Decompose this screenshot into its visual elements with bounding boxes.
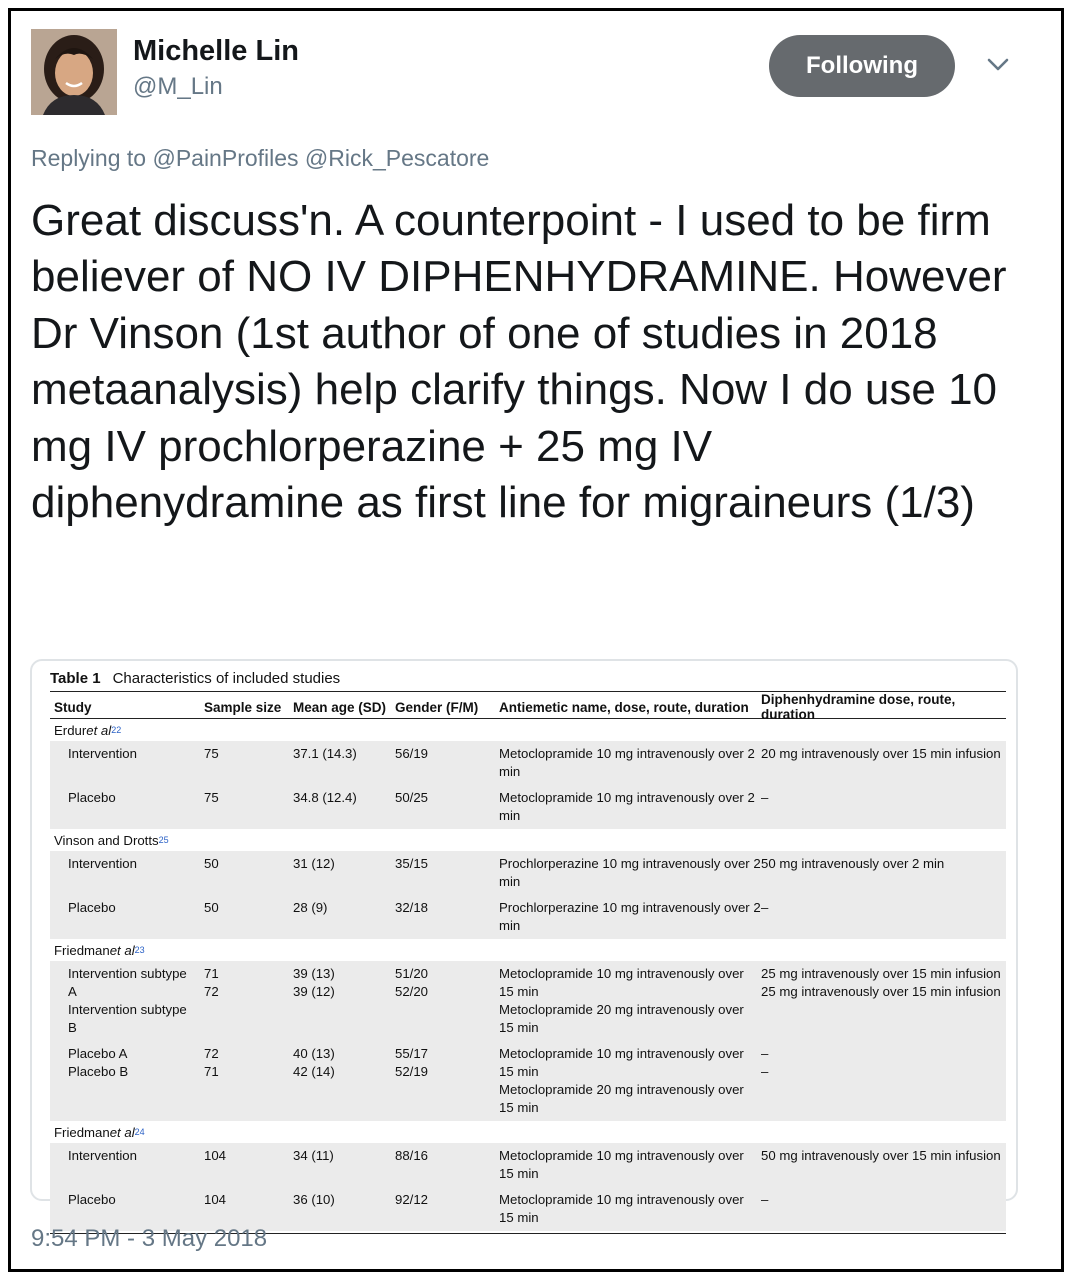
table-cell: 72 71 (204, 1046, 219, 1079)
table-cell: Intervention (68, 1148, 137, 1163)
table-cell: 39 (13) 39 (12) (293, 966, 335, 999)
reference-link: 25 (158, 835, 169, 845)
table-cell: 34.8 (12.4) (293, 790, 357, 805)
user-handle[interactable]: @M_Lin (133, 73, 223, 100)
table-cell: 56/19 (395, 746, 429, 761)
table-cell: 36 (10) (293, 1192, 335, 1207)
table-cell: Metoclopramide 10 mg intravenously over 15 min Metoclopramide 20 mg intravenously over 15 min (499, 1046, 744, 1115)
table-cell: 71 72 (204, 966, 219, 999)
table-cell: Intervention (68, 746, 137, 761)
table-cell: 34 (11) (293, 1148, 334, 1163)
table-cell: 28 (9) (293, 900, 328, 915)
table-cell: 31 (12) (293, 856, 335, 871)
replying-prefix: Replying to (31, 145, 147, 171)
study-characteristics-table (50, 665, 1006, 1234)
table-cell: 50 mg intravenously over 2 min (761, 856, 945, 871)
table-cell: – (761, 1192, 769, 1207)
table-cell: Metoclopramide 10 mg intravenously over 15 min (499, 1192, 744, 1225)
reference-link: 22 (111, 725, 122, 735)
replying-to (31, 145, 489, 172)
tweet-text: Great discuss'n. A counterpoint - I used to be firm believer of NO IV DIPHENHYDRAMINE. However Dr Vinson (1st author of one of studies in 2018 metaanalysis) help clarify things. Now I do use 10 mg IV prochlorperazine + 25 mg IV diphenydramine as first line for migraineurs (1/3) (31, 196, 1007, 528)
table-row (50, 741, 1006, 785)
table-row (50, 851, 1006, 895)
table-cell: Metoclopramide 10 mg intravenously over 2 min (499, 746, 755, 779)
table-cell: Metoclopramide 10 mg intravenously over 2 min (499, 790, 755, 823)
attached-image[interactable] (30, 659, 1018, 1225)
table-cell: 88/16 (395, 1148, 429, 1163)
chevron-down-icon[interactable] (983, 53, 1013, 77)
table-row (50, 1143, 1006, 1187)
table-header-cell: Gender (F/M) (395, 699, 479, 715)
table-cell: 50 mg intravenously over 15 min infusion (761, 1148, 1001, 1163)
table-cell: 55/17 52/19 (395, 1046, 429, 1079)
table-row (50, 1041, 1006, 1121)
table-cell: Prochlorperazine 10 mg intravenously over 2 min (499, 856, 761, 889)
table-cell: Placebo (68, 790, 116, 805)
table-cell: Placebo (68, 900, 116, 915)
table-cell: Metoclopramide 10 mg intravenously over 15 min Metoclopramide 20 mg intravenously over 15 min (499, 966, 744, 1035)
table-cell: 40 (13) 42 (14) (293, 1046, 335, 1079)
study-group-label: Friedman et al 24 (54, 1124, 145, 1140)
table-cell: 50 (204, 856, 219, 871)
table-body (50, 719, 1006, 1231)
table-cell: 20 mg intravenously over 15 min infusion (761, 746, 1001, 761)
table-header (50, 692, 1006, 722)
table-header-cell: Antiemetic name, dose, route, duration (499, 699, 749, 715)
table-header-cell: Study (54, 699, 92, 715)
table-cell: 104 (204, 1148, 227, 1163)
avatar-photo-icon (31, 29, 117, 115)
table-cell: 25 mg intravenously over 15 min infusion 25 mg intravenously over 15 min infusion (761, 966, 1001, 999)
table-cell: 37.1 (14.3) (293, 746, 357, 761)
study-group-label: Vinson and Drotts 25 (54, 832, 169, 848)
table-cell: Placebo A Placebo B (68, 1046, 129, 1079)
table-cell: Placebo (68, 1192, 116, 1207)
tweet-card (8, 8, 1064, 1272)
table-cell: – (761, 900, 769, 915)
table-title (50, 665, 1006, 692)
tweet-timestamp[interactable]: 9:54 PM - 3 May 2018 (31, 1225, 268, 1252)
table-cell: 51/20 52/20 (395, 966, 429, 999)
table-cell: 32/18 (395, 900, 429, 915)
table-cell: 35/15 (395, 856, 429, 871)
table-cell: Intervention subtype A Intervention subtype B (68, 966, 187, 1035)
table-cell: Prochlorperazine 10 mg intravenously over 2 min (499, 900, 761, 933)
table-cell: – – (761, 1046, 769, 1079)
table-cell: Metoclopramide 10 mg intravenously over 15 min (499, 1148, 744, 1181)
reply-mentions-link[interactable]: @PainProfiles @Rick_Pescatore (152, 145, 490, 171)
table-cell: Intervention (68, 856, 137, 871)
study-group-label: Friedman et al 23 (54, 942, 145, 958)
table-header-cell: Mean age (SD) (293, 699, 387, 715)
following-button[interactable]: Following (769, 35, 955, 97)
reference-link: 24 (134, 1127, 145, 1137)
table-cell: 92/12 (395, 1192, 429, 1207)
table-caption: Characteristics of included studies (112, 669, 341, 687)
table-row (50, 895, 1006, 939)
user-display-name[interactable]: Michelle Lin (133, 35, 299, 67)
study-group-label: Erdur et al 22 (54, 722, 122, 738)
avatar[interactable] (31, 29, 117, 115)
reference-link: 23 (134, 945, 145, 955)
table-cell: 104 (204, 1192, 227, 1207)
table-cell: – (761, 790, 769, 805)
table-header-cell: Sample size (204, 699, 282, 715)
table-cell: 50 (204, 900, 219, 915)
table-row (50, 785, 1006, 829)
table-cell: 75 (204, 790, 219, 805)
table-header-cell: Diphenhydramine dose, route, duration (761, 692, 956, 722)
table-row (50, 961, 1006, 1041)
table-cell: 50/25 (395, 790, 429, 805)
table-label: Table 1 (50, 669, 101, 687)
table-cell: 75 (204, 746, 219, 761)
